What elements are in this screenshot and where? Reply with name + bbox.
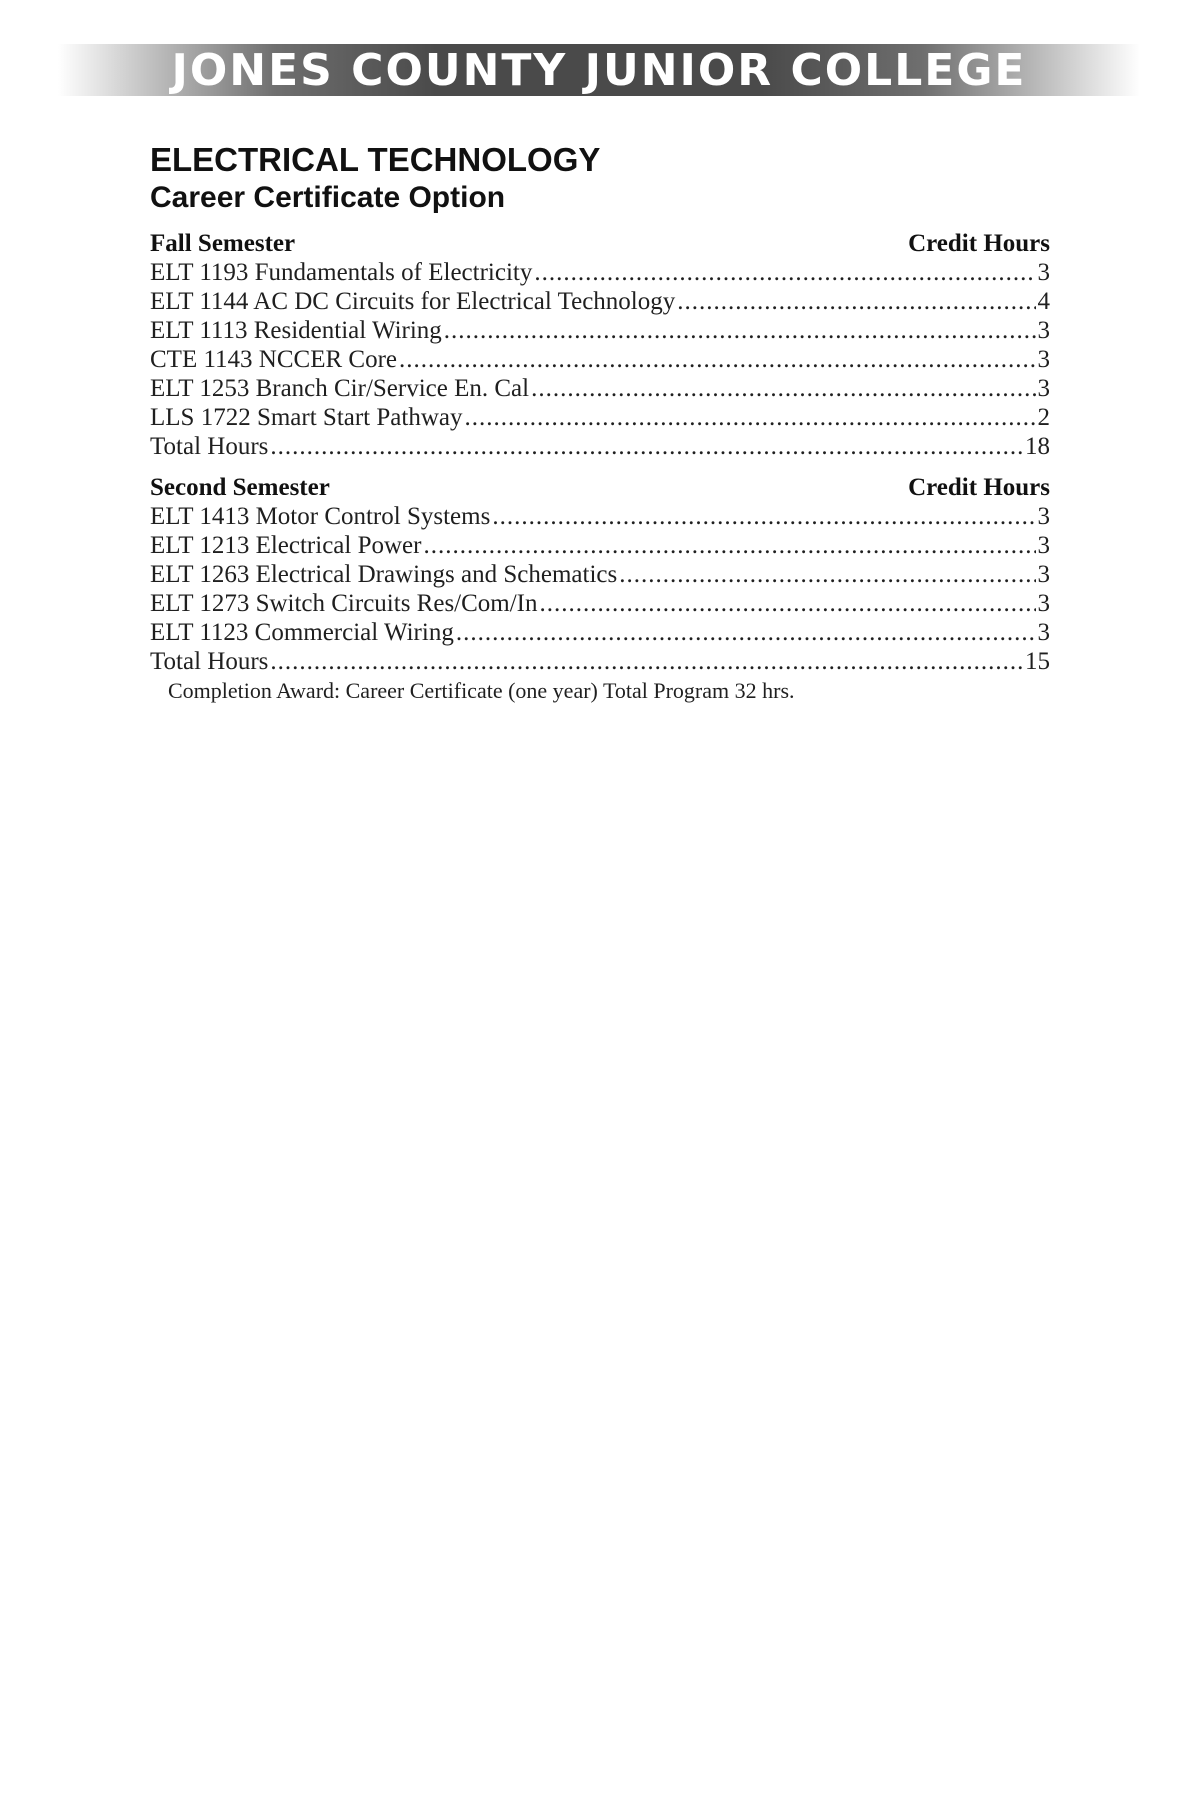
course-hours: 3 <box>1037 346 1050 373</box>
dot-leader <box>456 618 1036 647</box>
semester-heading: Second Semester <box>150 474 330 501</box>
credit-hours-header: Credit Hours <box>908 230 1050 257</box>
course-hours: 3 <box>1037 561 1050 588</box>
program-sheet <box>150 141 1050 704</box>
course-name: ELT 1253 Branch Cir/Service En. Cal <box>150 375 530 402</box>
course-name: ELT 1113 Residential Wiring <box>150 317 442 344</box>
course-name: ELT 1193 Fundamentals of Electricity <box>150 259 533 286</box>
course-row <box>150 374 1050 403</box>
course-hours: 3 <box>1037 503 1050 530</box>
course-name: CTE 1143 NCCER Core <box>150 346 397 373</box>
course-row <box>150 403 1050 432</box>
course-name: ELT 1144 AC DC Circuits for Electrical Technology <box>150 288 676 315</box>
course-hours: 2 <box>1037 404 1050 431</box>
dot-leader <box>464 403 1035 432</box>
completion-award: Completion Award: Career Certificate (one year) Total Program 32 hrs. <box>168 678 795 703</box>
course-name: ELT 1273 Switch Circuits Res/Com/In <box>150 590 538 617</box>
dot-leader <box>423 531 1035 560</box>
course-hours: 4 <box>1037 288 1050 315</box>
program-title: ELECTRICAL TECHNOLOGY <box>150 141 601 178</box>
credit-hours-header: Credit Hours <box>908 474 1050 501</box>
course-name: ELT 1123 Commercial Wiring <box>150 619 454 646</box>
dot-leader <box>492 502 1035 531</box>
course-row <box>150 531 1050 560</box>
course-hours: 3 <box>1037 619 1050 646</box>
dot-leader <box>444 316 1036 345</box>
course-row <box>150 345 1050 374</box>
dot-leader <box>540 589 1036 618</box>
dot-leader <box>677 287 1035 316</box>
semester-header <box>150 229 1050 258</box>
semester-header <box>150 473 1050 502</box>
course-row <box>150 618 1050 647</box>
dot-leader <box>619 560 1035 589</box>
course-name: LLS 1722 Smart Start Pathway <box>150 404 463 431</box>
dot-leader <box>534 258 1035 287</box>
total-hours: 18 <box>1025 433 1050 460</box>
dot-leader <box>270 647 1023 676</box>
course-row <box>150 502 1050 531</box>
total-row <box>150 432 1050 461</box>
course-row <box>150 287 1050 316</box>
dot-leader <box>399 345 1036 374</box>
total-label: Total Hours <box>150 433 269 460</box>
dot-leader <box>270 432 1023 461</box>
course-name: ELT 1263 Electrical Drawings and Schematics <box>150 561 618 588</box>
course-name: ELT 1413 Motor Control Systems <box>150 503 491 530</box>
course-name: ELT 1213 Electrical Power <box>150 532 422 559</box>
total-label: Total Hours <box>150 648 269 675</box>
program-subtitle: Career Certificate Option <box>150 181 506 214</box>
course-hours: 3 <box>1037 590 1050 617</box>
course-hours: 3 <box>1037 317 1050 344</box>
course-row <box>150 560 1050 589</box>
course-hours: 3 <box>1037 532 1050 559</box>
semester-heading: Fall Semester <box>150 230 296 257</box>
course-hours: 3 <box>1037 259 1050 286</box>
course-row <box>150 316 1050 345</box>
total-row <box>150 647 1050 676</box>
course-row <box>150 258 1050 287</box>
college-banner <box>58 44 1140 96</box>
dot-leader <box>531 374 1035 403</box>
college-name: JONES COUNTY JUNIOR COLLEGE <box>171 45 1027 96</box>
semester-fall <box>150 229 1050 461</box>
course-hours: 3 <box>1037 375 1050 402</box>
semester-second <box>150 473 1050 676</box>
course-row <box>150 589 1050 618</box>
total-hours: 15 <box>1025 648 1050 675</box>
